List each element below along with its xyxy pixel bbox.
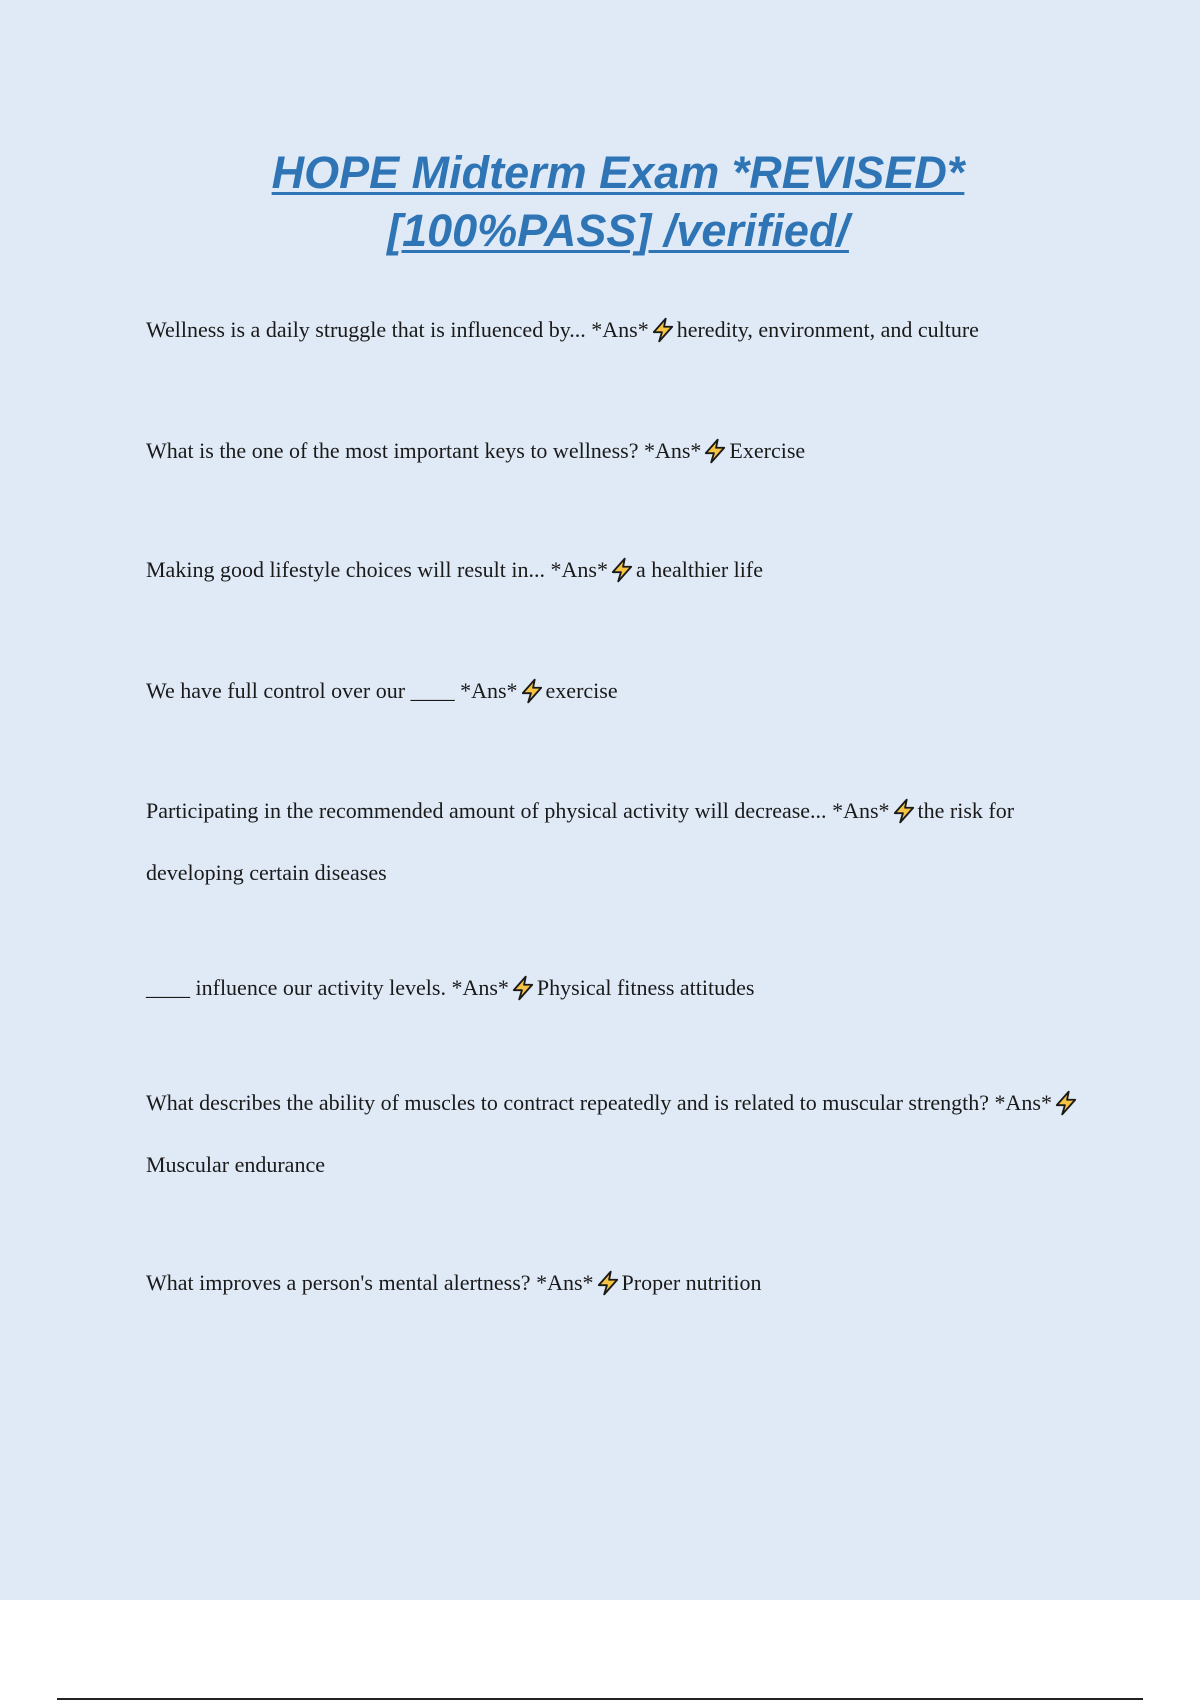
high-voltage-icon bbox=[702, 438, 728, 464]
high-voltage-icon bbox=[1053, 1090, 1079, 1116]
document-title[interactable] bbox=[150, 144, 1086, 260]
answer-text: Physical fitness attitudes bbox=[536, 975, 755, 1000]
question-text: Wellness is a daily struggle that is influenced by... bbox=[146, 317, 586, 342]
question-text: Making good lifestyle choices will result in... bbox=[146, 557, 545, 582]
question-text: What improves a person's mental alertness? bbox=[146, 1270, 531, 1295]
high-voltage-icon bbox=[891, 798, 917, 824]
answer-text: heredity, environment, and culture bbox=[676, 317, 979, 342]
qa-item-5 bbox=[146, 780, 1086, 904]
answer-text: Exercise bbox=[729, 438, 806, 463]
question-text: What describes the ability of muscles to contract repeatedly and is related to muscular strength? bbox=[146, 1090, 990, 1115]
answer-marker: *Ans* bbox=[536, 1270, 594, 1295]
answer-marker: *Ans* bbox=[994, 1090, 1052, 1115]
answer-marker: *Ans* bbox=[832, 798, 890, 823]
answer-text: exercise bbox=[545, 678, 618, 703]
answer-marker: *Ans* bbox=[460, 678, 518, 703]
question-text: What is the one of the most important keys to wellness? bbox=[146, 438, 639, 463]
question-text: We have full control over our ____ bbox=[146, 678, 455, 703]
qa-item-7 bbox=[146, 1072, 1086, 1196]
answer-marker: *Ans* bbox=[591, 317, 649, 342]
high-voltage-icon bbox=[519, 678, 545, 704]
qa-item-8 bbox=[146, 1268, 1086, 1298]
qa-item-2 bbox=[146, 436, 1086, 466]
high-voltage-icon bbox=[609, 557, 635, 583]
high-voltage-icon bbox=[595, 1270, 621, 1296]
title-line-1[interactable]: HOPE Midterm Exam *REVISED* bbox=[271, 147, 965, 198]
answer-marker: *Ans* bbox=[550, 557, 608, 582]
question-text: ____ influence our activity levels. bbox=[146, 975, 446, 1000]
qa-item-1 bbox=[146, 315, 1086, 345]
qa-item-3 bbox=[146, 555, 1086, 585]
answer-text: Muscular endurance bbox=[146, 1152, 325, 1177]
high-voltage-icon bbox=[510, 975, 536, 1001]
answer-text: Proper nutrition bbox=[621, 1270, 762, 1295]
high-voltage-icon bbox=[650, 317, 676, 343]
answer-marker: *Ans* bbox=[643, 438, 702, 463]
answer-marker: *Ans* bbox=[451, 975, 509, 1000]
answer-text: a healthier life bbox=[635, 557, 763, 582]
qa-item-4 bbox=[146, 676, 1086, 706]
question-text: Participating in the recommended amount of physical activity will decrease... bbox=[146, 798, 827, 823]
title-line-2[interactable]: [100%PASS] /verified/ bbox=[387, 205, 849, 256]
answer-text: the risk for developing certain diseases bbox=[146, 798, 1015, 885]
qa-item-6 bbox=[146, 973, 1086, 1003]
